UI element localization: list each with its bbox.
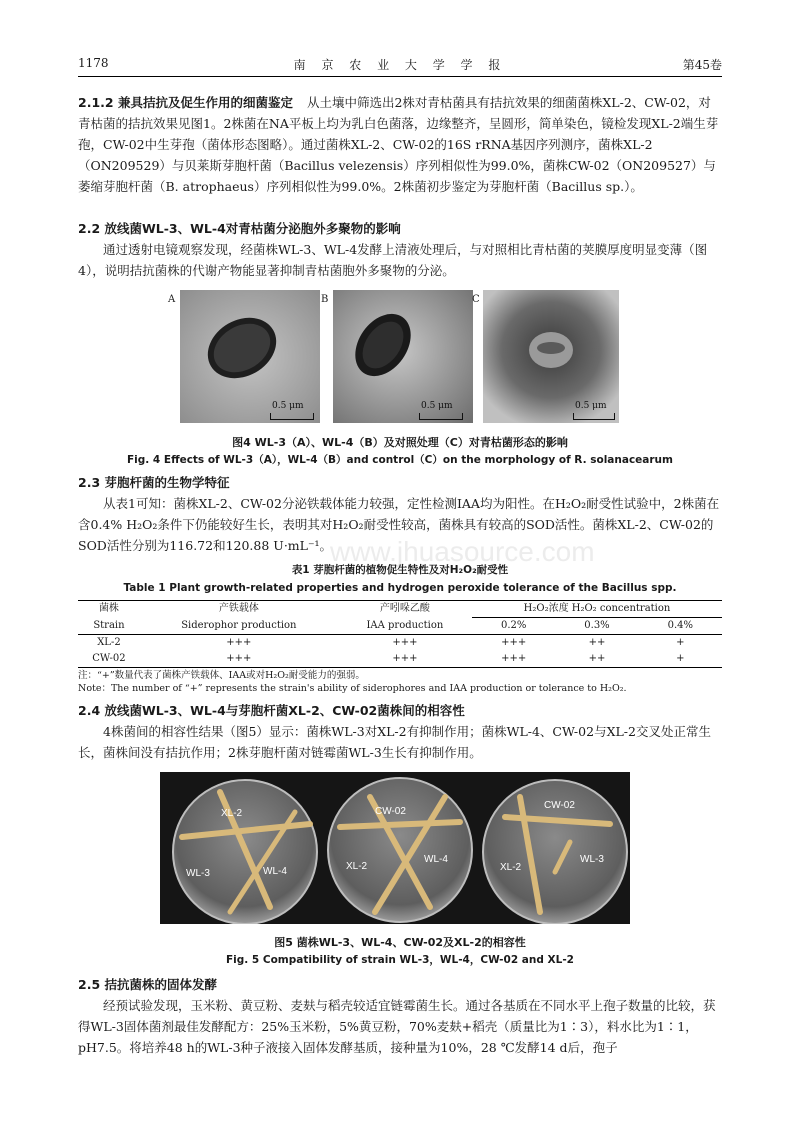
- table-cell: +++: [226, 637, 252, 648]
- plate-3-label: WL-3: [580, 854, 604, 865]
- plate-1-label: WL-3: [186, 868, 210, 879]
- table-cell: +++: [226, 653, 252, 664]
- plate-3-label: XL-2: [500, 862, 522, 873]
- table-1-body: [78, 600, 722, 695]
- header-strain-cn: 菌株: [98, 603, 119, 615]
- section-heading: 2.4 放线菌WL-3、WL-4与芽胞杆菌XL-2、CW-02菌株间的相容性: [78, 703, 465, 718]
- header-strain-en: Strain: [93, 619, 125, 631]
- data-table: [78, 600, 722, 668]
- header-sid-en: Siderophor production: [181, 619, 297, 631]
- watermark: www.jhuasource.com: [330, 536, 595, 567]
- panel-label-b: B: [321, 294, 329, 305]
- section-body: 从表1可知：菌株XL-2、CW-02分泌铁载体能力较强，定性检测IAA均为阳性。在H₂O₂耐受性试验中，2株菌在含0.4% H₂O₂条件下仍能较好生长，表明其对H₂O₂耐受性较高，菌株具有较高的SOD活性。菌株XL-2、CW-02的SOD活性分别为116.72和120.88 U·mL⁻¹。: [78, 496, 720, 553]
- plates-photo: [160, 772, 630, 924]
- page-number: 1178: [78, 56, 109, 70]
- table-cell: +++: [392, 637, 418, 648]
- section-heading: 2.5 拮抗菌株的固体发酵: [78, 977, 217, 992]
- plate-1-label: WL-4: [263, 866, 287, 877]
- section-2-1-2: [78, 92, 722, 197]
- plate-2-label: CW-02: [375, 806, 406, 817]
- table-1-title-en: Table 1 Plant growth-related properties and hydrogen peroxide tolerance of the Bacillus spp.: [123, 582, 677, 594]
- plate-1-label: XL-2: [221, 808, 243, 819]
- scale-bar-c: [573, 413, 615, 420]
- section-heading: 2.1.2 兼具拮抗及促生作用的细菌鉴定: [78, 95, 293, 110]
- volume-label: 第45卷: [682, 58, 722, 72]
- section-body: 从土壤中筛选出2株对青枯菌具有拮抗效果的细菌菌株XL-2、CW-02，对青枯菌的拮抗效果见图1。2株菌在NA平板上均为乳白色菌落，边缘整齐，呈圆形，简单染色，镜检发现XL-2端生芽孢，CW-02中生芽孢（菌体形态图略）。通过菌株XL-2、CW-02的16S rRNA基因序列测序，菌株XL-2（ON209529）与贝莱斯芽胞杆菌（Bacillus velezensis）序列相似性为99.0%，菌株CW-02（ON209527）与萎缩芽胞杆菌（B. atrophaeus）序列相似性为99.0%。2株菌初步鉴定为芽胞杆菌（Bacillus sp.）。: [78, 95, 719, 194]
- plate-3-label: CW-02: [544, 800, 575, 811]
- table-cell: +++: [501, 637, 527, 648]
- table-note-cn: 注：“+”数量代表了菌株产铁载体、IAA或对H₂O₂耐受能力的强弱。: [78, 670, 365, 681]
- header-conc: 0.3%: [584, 620, 610, 631]
- figure-5-caption-en: Fig. 5 Compatibility of strain WL-3，WL-4，CW-02 and XL-2: [225, 954, 574, 966]
- header-conc: 0.2%: [500, 620, 527, 631]
- table-row: [78, 635, 722, 652]
- tem-panel-a: [180, 290, 320, 423]
- header-iaa-cn: 产吲哚乙酸: [379, 603, 430, 615]
- scale-bar-a: [270, 413, 314, 420]
- section-body: 通过透射电镜观察发现，经菌株WL-3、WL-4发酵上清液处理后，与对照相比青枯菌的荚膜厚度明显变薄（图4），说明拮抗菌株的代谢产物能显著抑制青枯菌胞外多聚物的分泌。: [78, 242, 708, 278]
- header-conc: 0.4%: [667, 620, 694, 631]
- table-cell: +++: [501, 653, 527, 664]
- table-1-title-cn: 表1 芽胞杆菌的植物促生特性及对H₂O₂耐受性: [291, 564, 509, 576]
- table-cell: CW-02: [92, 653, 126, 664]
- header-h2o2: H₂O₂浓度 H₂O₂ concentration: [472, 601, 722, 618]
- plate-2-label: WL-4: [424, 854, 448, 865]
- section-2-2: [78, 218, 722, 281]
- running-header: [78, 54, 722, 77]
- scale-label-a: 0.5 μm: [272, 401, 304, 411]
- journal-title: 南 京 农 业 大 学 学 报: [293, 58, 507, 72]
- table-row: [78, 651, 722, 668]
- table-cell: +: [676, 637, 685, 648]
- section-2-5: [78, 974, 722, 1058]
- table-note-en: Note：The number of “+” represents the strain's ability of siderophores and IAA production or tolerance to H₂O₂.: [78, 683, 627, 694]
- scale-bar-b: [419, 413, 463, 420]
- section-body: 4株菌间的相容性结果（图5）显示：菌株WL-3对XL-2有抑制作用；菌株WL-4、CW-02与XL-2交叉处正常生长，菌株间没有拮抗作用；2株芽胞杆菌对链霉菌WL-3生长有抑制作用。: [78, 724, 711, 760]
- section-heading: 2.3 芽胞杆菌的生物学特征: [78, 475, 230, 490]
- plate-2-label: XL-2: [346, 861, 368, 872]
- table-cell: ++: [588, 653, 606, 664]
- panel-label-a: A: [168, 294, 176, 305]
- petri-plates-image: [160, 772, 630, 924]
- header-sid-cn: 产铁载体: [218, 603, 259, 615]
- tem-panel-c: [483, 290, 619, 423]
- panel-label-c: C: [472, 294, 480, 305]
- table-cell: ++: [588, 637, 606, 648]
- scale-label-b: 0.5 μm: [421, 401, 453, 411]
- section-body: 经预试验发现，玉米粉、黄豆粉、麦麸与稻壳较适宜链霉菌生长。通过各基质在不同水平上孢子数量的比较，获得WL-3固体菌剂最佳发酵配方：25%玉米粉，5%黄豆粉，70%麦麸+稻壳（质量比为1∶3），料水比为1∶1，pH7.5。将培养48 h的WL-3种子液接入固体发酵基质，接种量为10%，28 ℃发酵14 d后，孢子: [78, 998, 716, 1055]
- section-2-4: [78, 700, 722, 763]
- table-cell: +++: [392, 653, 418, 664]
- table-cell: XL-2: [97, 637, 121, 648]
- header-iaa-en: IAA production: [366, 619, 444, 631]
- section-heading: 2.2 放线菌WL-3、WL-4对青枯菌分泌胞外多聚物的影响: [78, 221, 401, 236]
- figure-5-caption-cn: 图5 菌株WL-3、WL-4、CW-02及XL-2的相容性: [274, 936, 526, 949]
- figure-4-caption-cn: 图4 WL-3（A）、WL-4（B）及对照处理（C）对青枯菌形态的影响: [232, 436, 568, 449]
- scale-label-c: 0.5 μm: [575, 401, 607, 411]
- tem-panel-b: [333, 290, 473, 423]
- table-cell: +: [676, 653, 685, 664]
- figure-4-caption-en: Fig. 4 Effects of WL-3（A），WL-4（B）and control（C）on the morphology of R. solanacearum: [127, 454, 673, 466]
